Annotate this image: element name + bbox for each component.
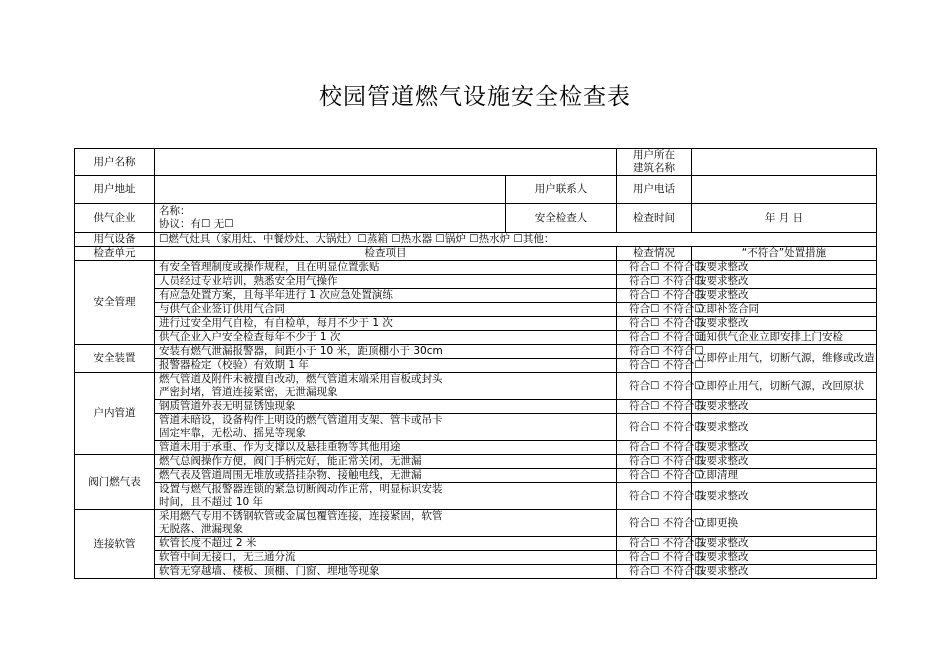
table-row xyxy=(75,275,877,289)
status-checkbox[interactable]: 符合☐ 不符合☐ xyxy=(617,400,692,414)
check-item-line: 时间，且不超过 10 年 xyxy=(159,496,264,508)
check-item: 钢质管道外表无明显锈蚀现象 xyxy=(155,400,617,414)
table-row xyxy=(75,289,877,303)
section-name: 户内管道 xyxy=(75,373,155,455)
user-name-label: 用户名称 xyxy=(75,149,155,176)
user-address-label: 用户地址 xyxy=(75,176,155,204)
check-item-line: 设置与燃气报警器连锁的紧急切断阀动作正常，明显标识安装 xyxy=(159,483,443,495)
table-row xyxy=(75,510,877,537)
user-building-label-line2: 建筑名称 xyxy=(633,162,675,174)
col-measure-header: “不符合”处置措施 xyxy=(692,247,877,261)
check-item: 进行过安全用气自检，有自检单，每月不少于 1 次 xyxy=(155,317,617,331)
measure: 立即停止用气，切断气源，维修或改造 xyxy=(692,345,877,373)
status-checkbox[interactable]: 符合☐ 不符合☐ xyxy=(617,275,692,289)
table-row xyxy=(75,483,877,510)
measure: 通知供气企业立即安排上门安检 xyxy=(692,331,877,345)
table-row xyxy=(75,441,877,455)
measure: 立即更换 xyxy=(692,510,877,537)
inspection-table xyxy=(74,148,877,579)
row-equipment xyxy=(75,233,877,247)
table-row xyxy=(75,400,877,414)
check-item xyxy=(155,373,617,400)
check-item: 有应急处置方案，且每半年进行 1 次应急处置演练 xyxy=(155,289,617,303)
check-item-line: 燃气管道及附件未被擅自改动，燃气管道末端采用盲板或封头 xyxy=(159,373,443,385)
check-item: 安装有燃气泄漏报警器，间距小于 10 米，距顶棚小于 30cm xyxy=(155,345,617,359)
check-item: 燃气表及管道周围无堆放或搭挂杂物、接触电线，无泄漏 xyxy=(155,469,617,483)
user-name-field[interactable] xyxy=(155,149,617,176)
row-column-headers xyxy=(75,247,877,261)
check-item-line: 严密封堵，管道连接紧密，无泄漏现象 xyxy=(159,386,338,398)
status-checkbox[interactable]: 符合☐ 不符合☐ xyxy=(617,373,692,400)
status-checkbox[interactable]: 符合☐ 不符合☐ xyxy=(617,483,692,510)
status-checkbox[interactable]: 符合☐ 不符合☐ xyxy=(617,345,692,359)
row-user-address xyxy=(75,176,877,204)
check-item: 软管中间无接口，无三通分流 xyxy=(155,551,617,565)
check-item-line: 固定牢靠，无松动、摇晃等现象 xyxy=(159,427,306,439)
gas-company-agreement-line: 协议：有☐ 无☐ xyxy=(159,218,234,230)
col-unit-header: 检查单元 xyxy=(75,247,155,261)
status-checkbox[interactable]: 符合☐ 不符合☐ xyxy=(617,441,692,455)
status-checkbox[interactable]: 符合☐ 不符合☐ xyxy=(617,510,692,537)
user-phone-field[interactable] xyxy=(692,176,877,204)
status-checkbox[interactable]: 符合☐ 不符合☐ xyxy=(617,317,692,331)
measure: 按要求整改 xyxy=(692,414,877,441)
user-building-label xyxy=(617,149,692,176)
user-phone-label: 用户电话 xyxy=(617,176,692,204)
table-row xyxy=(75,303,877,317)
status-checkbox[interactable]: 符合☐ 不符合☐ xyxy=(617,455,692,469)
user-building-label-line1: 用户所在 xyxy=(633,149,675,161)
measure: 按要求整改 xyxy=(692,317,877,331)
user-address-field[interactable] xyxy=(155,176,506,204)
table-row xyxy=(75,414,877,441)
measure: 按要求整改 xyxy=(692,455,877,469)
col-status-header: 检查情况 xyxy=(617,247,692,261)
section-name: 安全管理 xyxy=(75,261,155,345)
gas-company-label: 供气企业 xyxy=(75,204,155,233)
status-checkbox[interactable]: 符合☐ 不符合☐ xyxy=(617,469,692,483)
check-item: 管道未用于承重、作为支撑以及悬挂重物等其他用途 xyxy=(155,441,617,455)
check-item: 有安全管理制度或操作规程，且在明显位置张贴 xyxy=(155,261,617,275)
gas-company-field[interactable] xyxy=(155,204,506,233)
check-item-line: 采用燃气专用不锈钢软管或金属包覆管连接，连接紧固，软管 xyxy=(159,510,443,522)
page-title: 校园管道燃气设施安全检查表 xyxy=(319,84,631,110)
check-item: 报警器检定（校验）有效期 1 年 xyxy=(155,359,617,373)
measure: 立即清理 xyxy=(692,469,877,483)
check-item-line: 无脱落、泄漏现象 xyxy=(159,523,243,535)
table-row xyxy=(75,537,877,551)
section-name: 安全装置 xyxy=(75,345,155,373)
equipment-options[interactable]: ☐燃气灶具（家用灶、中餐炒灶、大锅灶）☐蒸箱 ☐热水器 ☐锅炉 ☐热水炉 ☐其他： xyxy=(155,233,877,247)
measure: 按要求整改 xyxy=(692,261,877,275)
user-building-field[interactable] xyxy=(692,149,877,176)
measure: 按要求整改 xyxy=(692,483,877,510)
check-item xyxy=(155,414,617,441)
user-contact-label: 用户联系人 xyxy=(506,176,617,204)
status-checkbox[interactable]: 符合☐ 不符合☐ xyxy=(617,537,692,551)
check-item: 燃气总阀操作方便，阀门手柄完好，能正常关闭，无泄漏 xyxy=(155,455,617,469)
status-checkbox[interactable]: 符合☐ 不符合☐ xyxy=(617,261,692,275)
table-row xyxy=(75,469,877,483)
status-checkbox[interactable]: 符合☐ 不符合☐ xyxy=(617,565,692,579)
row-gas-company xyxy=(75,204,877,233)
status-checkbox[interactable]: 符合☐ 不符合☐ xyxy=(617,303,692,317)
row-user-name xyxy=(75,149,877,176)
check-item: 软管无穿越墙、楼板、顶棚、门窗、埋地等现象 xyxy=(155,565,617,579)
inspector-label: 安全检查人 xyxy=(506,204,617,233)
measure: 按要求整改 xyxy=(692,441,877,455)
check-item-line: 管道未暗设，设备构件上明设的燃气管道用支架、管卡或吊卡 xyxy=(159,414,443,426)
inspect-time-label: 检查时间 xyxy=(617,204,692,233)
section-name: 阀门燃气表 xyxy=(75,455,155,510)
gas-company-name-line: 名称： xyxy=(159,205,191,217)
inspect-date-field[interactable]: 年 月 日 xyxy=(692,204,877,233)
measure: 立即补签合同 xyxy=(692,303,877,317)
measure: 按要求整改 xyxy=(692,565,877,579)
checklist-body xyxy=(75,261,877,579)
table-row xyxy=(75,317,877,331)
check-item xyxy=(155,483,617,510)
measure: 按要求整改 xyxy=(692,400,877,414)
measure: 按要求整改 xyxy=(692,537,877,551)
col-item-header: 检查项目 xyxy=(155,247,617,261)
check-item xyxy=(155,510,617,537)
equipment-label: 用气设备 xyxy=(75,233,155,247)
status-checkbox[interactable]: 符合☐ 不符合☐ xyxy=(617,331,692,345)
status-checkbox[interactable]: 符合☐ 不符合☐ xyxy=(617,359,692,373)
check-item: 与供气企业签订供用气合同 xyxy=(155,303,617,317)
table-row xyxy=(75,373,877,400)
table-row xyxy=(75,331,877,345)
measure: 按要求整改 xyxy=(692,289,877,303)
table-row xyxy=(75,345,877,359)
table-row xyxy=(75,551,877,565)
measure: 按要求整改 xyxy=(692,551,877,565)
table-row xyxy=(75,455,877,469)
check-item: 人员经过专业培训，熟悉安全用气操作 xyxy=(155,275,617,289)
measure: 按要求整改 xyxy=(692,275,877,289)
section-name: 连接软管 xyxy=(75,510,155,579)
status-checkbox[interactable]: 符合☐ 不符合☐ xyxy=(617,414,692,441)
table-row xyxy=(75,261,877,275)
check-item: 供气企业入户安全检查每年不少于 1 次 xyxy=(155,331,617,345)
measure: 立即停止用气，切断气源，改回原状 xyxy=(692,373,877,400)
table-row xyxy=(75,565,877,579)
check-item: 软管长度不超过 2 米 xyxy=(155,537,617,551)
status-checkbox[interactable]: 符合☐ 不符合☐ xyxy=(617,551,692,565)
status-checkbox[interactable]: 符合☐ 不符合☐ xyxy=(617,289,692,303)
